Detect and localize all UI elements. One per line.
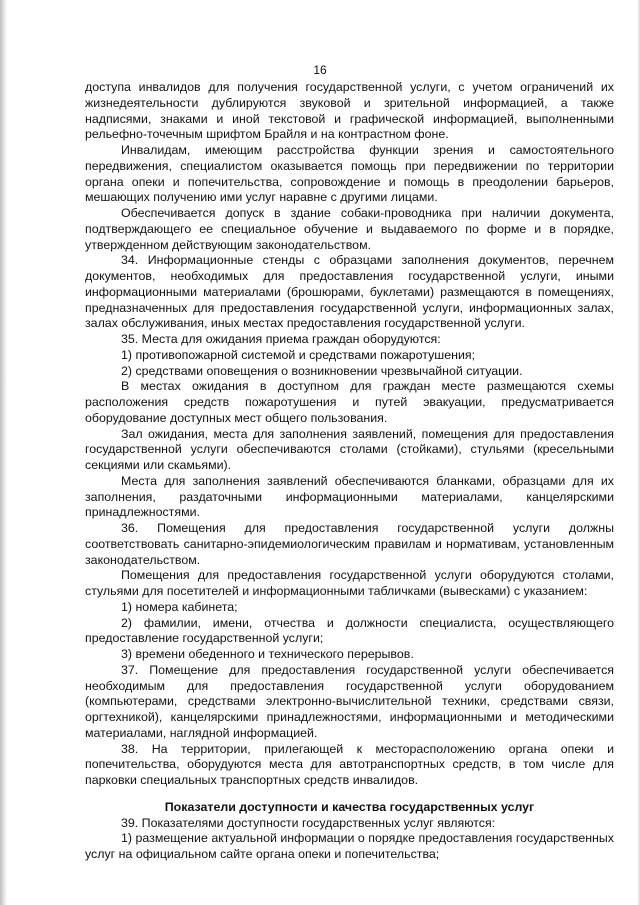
- paragraph: Помещения для предоставления государственной услуги оборудуются столами, стульями для посетителей и информационными табличками (вывесками) с указанием:: [85, 568, 614, 598]
- list-item: 1) размещение актуальной информации о порядке предоставления государственных услуг на официальном сайте органа опеки и попечительства;: [85, 831, 614, 861]
- paragraph: Обеспечивается допуск в здание собаки-проводника при наличии документа, подтверждающего ее специальное обучение и выдаваемого по форме и в порядке, утвержденном действующим законодательством.: [85, 206, 614, 252]
- paragraph: 36. Помещения для предоставления государственной услуги должны соответствовать санитарно-эпидемиологическим правилам и нормативам, установленным законодательством.: [85, 521, 614, 567]
- section-heading: Показатели доступности и качества государственных услуг: [164, 799, 535, 814]
- paragraph: Места для заполнения заявлений обеспечиваются бланками, образцами для их заполнения, раздаточными информационными материалами, канцелярскими принадлежностями.: [85, 473, 614, 520]
- list-item: 2) фамилии, имени, отчества и должности специалиста, осуществляющего предоставление государственной услуги;: [85, 615, 614, 646]
- paragraph: 39. Показателями доступности государственных услуг являются:: [121, 815, 496, 830]
- list-item: 1) противопожарной системой и средствами пожаротушения;: [121, 347, 476, 362]
- paragraph: 38. На территории, прилегающей к месторасположению органа опеки и попечительства, оборудуются места для автотранспортных средств, в том числе для парковки специальных транспортных средств инвалидов.: [85, 741, 614, 787]
- list-item: 3) времени обеденного и технического перерывов.: [121, 647, 414, 661]
- paragraph: 35. Места для ожидания приема граждан оборудуются:: [121, 332, 441, 346]
- paragraph: доступа инвалидов для получения государственной услуги, с учетом ограничений их жизнедеятельности дублируются звуковой и зрительной информацией, а также надписями, знаками и иной текстовой и графической информацией, выполненными рельефно-точечным шрифтом Брайля и на контрастном фоне.: [85, 80, 614, 142]
- document-body: [85, 80, 614, 863]
- paragraph: В местах ожидания в доступном для граждан месте размещаются схемы расположения средств пожаротушения и путей эвакуации, предусматривается оборудование доступных мест общего пользования.: [85, 379, 614, 425]
- scan-edge-left: [0, 0, 7, 905]
- list-item: 2) средствами оповещения о возникновении чрезвычайной ситуации.: [121, 363, 523, 378]
- paragraph: 34. Информационные стенды с образцами заполнения документов, перечнем документов, необходимых для предоставления государственной услуги, иными информационными материалами (брошюрами, буклетами) размещаются в помещениях, предназначенных для предоставления государственной услуги, информационных залах, залах обслуживания, иных местах предоставления государственной услуги.: [85, 253, 614, 331]
- list-item: 1) номера кабинета;: [121, 599, 238, 614]
- paragraph: 37. Помещение для предоставления государственной услуги обеспечивается необходимым для предоставления государственной услуги оборудованием (компьютерами, средствами электронно-вычислительной техники, средствами связи, оргтехникой), канцелярскими принадлежностями, информационными и методическими материалами, наглядной информацией.: [85, 662, 614, 740]
- paragraph: Зал ожидания, места для заполнения заявлений, помещения для предоставления государственной услуги обеспечиваются столами (стойками), стульями (кресельными секциями или скамьями).: [85, 426, 614, 472]
- paragraph: Инвалидам, имеющим расстройства функции зрения и самостоятельного передвижения, специалистом оказывается помощь при передвижении по территории органа опеки и попечительства, сопровождение и помощь в преодолении барьеров, мешающих получению ими услуг наравне с другими лицами.: [85, 143, 614, 205]
- page-number: 16: [313, 63, 327, 77]
